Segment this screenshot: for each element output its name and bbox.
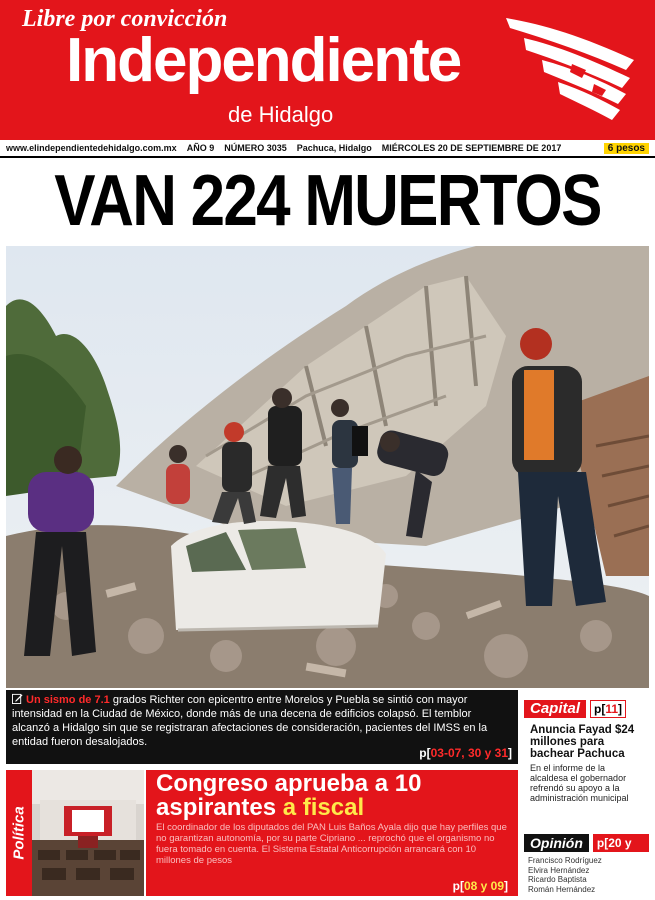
politica-summary: El coordinador de los diputados del PAN Luis Baños Ayala dijo que hay perfiles que no garantizan autonomía, por su parte Cipriano ... reprochó que el organismo no fuera tomado en cuenta. El Sistema Estatal Anticorrupción arrancará con 10 millones de pesos xyxy=(156,822,507,866)
lead-story[interactable] xyxy=(6,690,518,764)
masthead xyxy=(0,0,655,140)
lead-highlight: Un sismo de 7.1 xyxy=(26,694,110,706)
slogan: Libre por convicción xyxy=(22,6,228,32)
lead-text: grados Richter con epicentro entre Morelos y Puebla se sintió con mayor intensidad en la Ciudad de México, donde más de una decena de edificios colapsó. El temblor alcanzó a Hidalgo sin que se registraran afectaciones de consideración, pacientes del IMSS en la entidad fueron desalojados. xyxy=(12,694,488,748)
price-badge: 6 pesos xyxy=(604,143,649,154)
opinion-section[interactable] xyxy=(524,834,649,896)
issue-number: NÚMERO 3035 xyxy=(224,143,287,153)
opinion-page-reference: p[20 y 21] xyxy=(593,834,649,852)
politica-story[interactable] xyxy=(146,770,518,896)
congress-photo[interactable] xyxy=(32,770,144,896)
politica-label: Política xyxy=(10,806,28,860)
capital-header xyxy=(524,700,649,718)
capital-page-reference: p[11] xyxy=(590,700,626,718)
main-headline[interactable]: VAN 224 MUERTOS xyxy=(54,161,601,241)
politica-headline[interactable]: Congreso aprueba a 10 aspirantes a fiscal xyxy=(156,770,422,821)
lead-page-reference[interactable]: p[03-07, 30 y 31] xyxy=(419,746,512,760)
capital-label: Capital xyxy=(524,700,586,718)
capital-section[interactable] xyxy=(524,700,649,822)
opinion-author[interactable]: Ricardo Baptista xyxy=(528,875,587,884)
website-link[interactable]: www.elindependientedehidalgo.com.mx xyxy=(6,143,177,153)
earthquake-rescue-photo[interactable] xyxy=(6,246,649,688)
opinion-author[interactable]: Francisco Rodríguez xyxy=(528,856,602,865)
opinion-author[interactable]: Román Hernández xyxy=(528,884,596,894)
edit-icon xyxy=(12,693,23,704)
info-bar xyxy=(0,140,655,158)
wing-logo-icon xyxy=(502,14,642,126)
newspaper-subtitle: de Hidalgo xyxy=(228,102,334,127)
capital-summary: En el informe de la alcaldesa el gobernador refrendó su apoyo a la administración municipal xyxy=(530,763,629,803)
opinion-author[interactable]: Elvira Hernández xyxy=(528,865,590,875)
newspaper-title: Independiente xyxy=(66,26,461,95)
politica-section-tab[interactable] xyxy=(6,770,32,896)
opinion-label: Opinión xyxy=(524,834,589,852)
issue-date: MIÉRCOLES 20 DE SEPTIEMBRE DE 2017 xyxy=(381,143,562,153)
politica-page-reference[interactable]: p[08 y 09] xyxy=(452,879,508,893)
issue-year: AÑO 9 xyxy=(186,143,215,153)
issue-place: Pachuca, Hidalgo xyxy=(296,143,372,153)
capital-headline[interactable]: Anuncia Fayad $24 millones para bachear Pachuca xyxy=(530,724,635,760)
opinion-authors xyxy=(528,856,649,894)
